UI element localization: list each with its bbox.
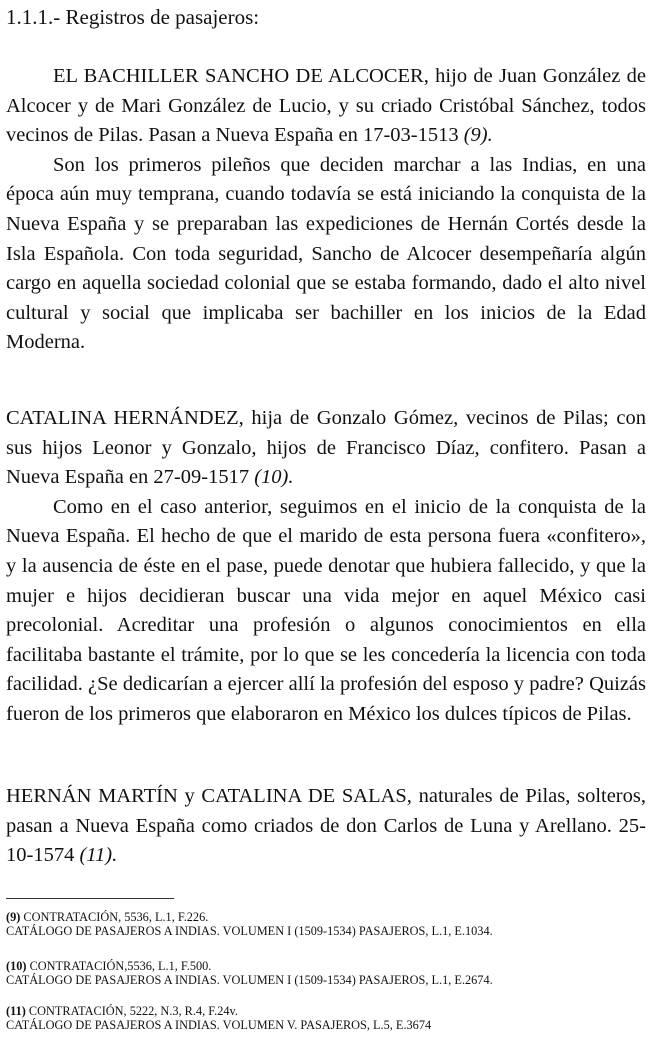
passenger-entry-martin-salas <box>6 782 646 871</box>
footnote-9 <box>6 910 652 938</box>
footnote-line-2: CATÁLOGO DE PASAJEROS A INDIAS. VOLUMEN I (1509-1534) PASAJEROS, L.1, E.2674. <box>6 973 493 987</box>
footnote-reference: (11). <box>79 844 118 867</box>
entry-commentary-paragraph: Son los primeros pileños que deciden marchar a las Indias, en una época aún muy temprana, cuando todavía se está iniciando la conquista de la Nueva España y se preparaban las expediciones de Hernán Cortés desde la Isla Española. Con toda seguridad, Sancho de Alcocer desempeñaría algún cargo en aquella sociedad colonial que se estaba formando, dado el alto nivel cultural y social que implicaba ser bachiller en los inicios de la Edad Moderna. <box>6 153 646 354</box>
footnote-line-1 <box>6 959 652 973</box>
passenger-entry-hernandez <box>6 404 646 730</box>
footnote-reference: (10). <box>254 466 294 489</box>
footnote-source: CONTRATACIÓN, 5536, L.1, F.226. <box>20 910 209 924</box>
footnote-10 <box>6 959 652 987</box>
footnote-source: CONTRATACIÓN,5536, L.1, F.500. <box>26 959 212 973</box>
footnote-number: (11) <box>6 1004 26 1018</box>
record-text: HERNÁN MARTÍN y CATALINA DE SALAS, naturales de Pilas, solteros, pasan a Nueva España como criados de don Carlos de Luna y Arellano. 25-10-1574 <box>6 785 646 867</box>
footnote-number: (9) <box>6 910 21 924</box>
record-text: EL BACHILLER SANCHO DE ALCOCER, hijo de Juan González de Alcocer y de Mari González de Lucio, y su criado Cristóbal Sánchez, todos vecinos de Pilas. Pasan a Nueva España en 17-03-1513 <box>6 65 646 147</box>
entry-commentary-paragraph: Como en el caso anterior, seguimos en el inicio de la conquista de la Nueva España. El hecho de que el marido de esta persona fuera «confitero», y la ausencia de éste en el pase, puede denotar que hubiera fallecido, y que la mujer e hijos decidieran buscar una vida mejor en aquel México casi precolonial. Acreditar una profesión o algunos conocimientos en ella facilitaba bastante el trámite, por lo que se les concedería la licencia con toda facilidad. ¿Se dedicarían a ejercer allí la profesión del esposo y padre? Quizás fueron de los primeros que elaboraron en México los dulces típicos de Pilas. <box>6 495 646 725</box>
record-text: CATALINA HERNÁNDEZ, hija de Gonzalo Gómez, vecinos de Pilas; con sus hijos Leonor y Gonzalo, hijos de Francisco Díaz, confitero. Pasan a Nueva España en 27-09-1517 <box>6 407 646 489</box>
footnote-divider <box>6 898 174 899</box>
entry-record-paragraph <box>6 404 646 493</box>
footnote-line-1 <box>6 1004 652 1018</box>
entry-record-paragraph <box>6 62 646 151</box>
footnote-reference: (9). <box>463 124 493 147</box>
passenger-entry-alcocer <box>6 62 646 358</box>
footnote-line-2: CATÁLOGO DE PASAJEROS A INDIAS. VOLUMEN I (1509-1534) PASAJEROS, L.1, E.1034. <box>6 924 493 938</box>
entry-record-paragraph <box>6 782 646 871</box>
footnote-number: (10) <box>6 959 27 973</box>
footnote-source: CONTRATACIÓN, 5222, N.3, R.4, F.24v. <box>25 1004 238 1018</box>
footnote-line-1 <box>6 910 652 924</box>
footnote-11 <box>6 1004 652 1032</box>
footnote-line-2: CATÁLOGO DE PASAJEROS A INDIAS. VOLUMEN V. PASAJEROS, L.5, E.3674 <box>6 1018 432 1032</box>
section-heading: 1.1.1.- Registros de pasajeros: <box>6 5 260 29</box>
